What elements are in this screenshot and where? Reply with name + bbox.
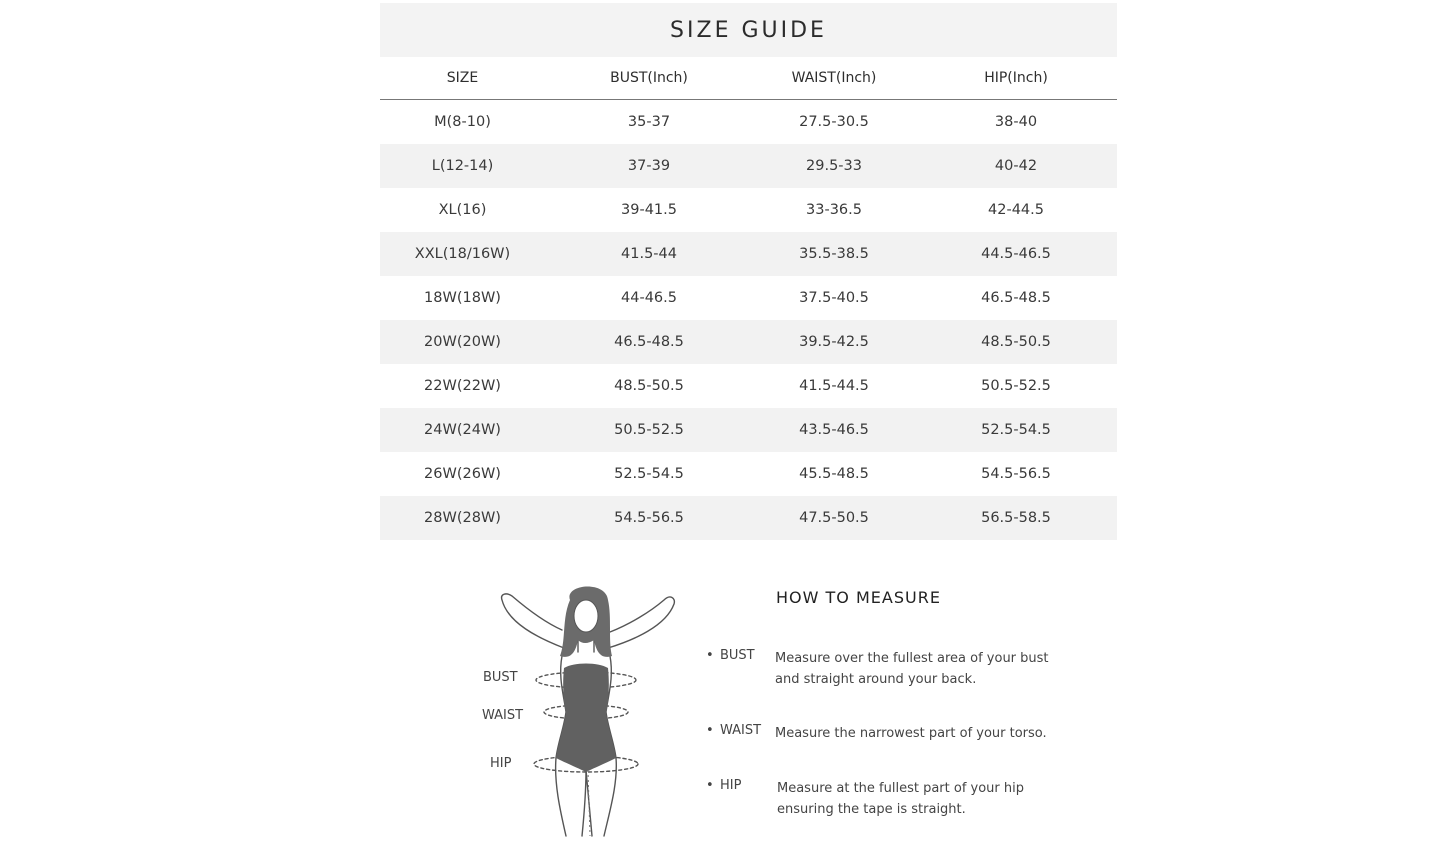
bust-cell: 52.5-54.5 — [614, 466, 684, 482]
column-header-size: SIZE — [446, 70, 479, 86]
table-row — [380, 144, 1117, 188]
size-guide-table — [380, 3, 1117, 540]
body-measurement-figure — [478, 578, 698, 840]
size-cell: XL(16) — [438, 202, 487, 218]
table-row — [380, 100, 1117, 144]
measure-label: HIP — [720, 778, 742, 793]
hip-cell: 46.5-48.5 — [981, 290, 1051, 306]
hip-cell: 48.5-50.5 — [981, 334, 1051, 350]
measure-description: Measure over the fullest area of your bust and straight around your back. — [775, 651, 1049, 687]
size-cell: 20W(20W) — [424, 334, 501, 350]
size-cell: 28W(28W) — [424, 510, 501, 526]
table-header-row — [380, 57, 1117, 100]
size-guide-title: SIZE GUIDE — [380, 3, 1117, 57]
waist-cell: 35.5-38.5 — [799, 246, 869, 262]
bust-cell: 39-41.5 — [621, 202, 677, 218]
bullet-icon: • — [706, 778, 714, 793]
hip-cell: 42-44.5 — [988, 202, 1044, 218]
hip-cell: 56.5-58.5 — [981, 510, 1051, 526]
measure-description: Measure the narrowest part of your torso. — [775, 726, 1047, 741]
figure-label-waist: WAIST — [482, 708, 524, 723]
hip-cell: 38-40 — [994, 114, 1038, 130]
bullet-icon: • — [706, 648, 714, 663]
measure-label: BUST — [720, 648, 755, 663]
waist-cell: 37.5-40.5 — [799, 290, 869, 306]
waist-cell: 47.5-50.5 — [799, 510, 869, 526]
hip-cell: 44.5-46.5 — [981, 246, 1051, 262]
waist-cell: 43.5-46.5 — [799, 422, 869, 438]
table-row — [380, 276, 1117, 320]
column-header-waist: WAIST(Inch) — [791, 70, 877, 86]
bust-cell: 37-39 — [627, 158, 671, 174]
table-row — [380, 452, 1117, 496]
figure-label-hip: HIP — [490, 756, 512, 771]
waist-cell: 45.5-48.5 — [799, 466, 869, 482]
size-cell: XXL(18/16W) — [414, 246, 511, 262]
figure-label-bust: BUST — [483, 670, 518, 685]
size-cell: 26W(26W) — [424, 466, 501, 482]
table-row — [380, 188, 1117, 232]
waist-cell: 29.5-33 — [806, 158, 862, 174]
waist-cell: 27.5-30.5 — [799, 114, 869, 130]
bust-cell: 44-46.5 — [621, 290, 677, 306]
size-cell: L(12-14) — [431, 158, 494, 174]
table-row — [380, 232, 1117, 276]
bust-cell: 48.5-50.5 — [614, 378, 684, 394]
table-row — [380, 496, 1117, 540]
bust-cell: 41.5-44 — [621, 246, 677, 262]
bust-cell: 50.5-52.5 — [614, 422, 684, 438]
column-header-bust: BUST(Inch) — [610, 70, 688, 86]
bust-cell: 35-37 — [627, 114, 671, 130]
hip-cell: 54.5-56.5 — [981, 466, 1051, 482]
size-cell: M(8-10) — [434, 114, 491, 130]
waist-cell: 41.5-44.5 — [799, 378, 869, 394]
table-row — [380, 320, 1117, 364]
waist-cell: 33-36.5 — [806, 202, 862, 218]
bust-cell: 46.5-48.5 — [614, 334, 684, 350]
measure-description: Measure at the fullest part of your hip ensuring the tape is straight. — [777, 781, 1025, 817]
table-row — [380, 408, 1117, 452]
column-header-hip: HIP(Inch) — [984, 70, 1048, 86]
size-cell: 24W(24W) — [424, 422, 501, 438]
bullet-icon: • — [706, 723, 714, 738]
how-to-measure-title: HOW TO MEASURE — [776, 588, 941, 607]
size-cell: 22W(22W) — [424, 378, 501, 394]
bust-cell: 54.5-56.5 — [614, 510, 684, 526]
measure-label: WAIST — [720, 723, 762, 738]
hip-cell: 50.5-52.5 — [981, 378, 1051, 394]
table-row — [380, 364, 1117, 408]
hip-cell: 40-42 — [994, 158, 1038, 174]
hip-cell: 52.5-54.5 — [981, 422, 1051, 438]
waist-cell: 39.5-42.5 — [799, 334, 869, 350]
size-cell: 18W(18W) — [424, 290, 501, 306]
